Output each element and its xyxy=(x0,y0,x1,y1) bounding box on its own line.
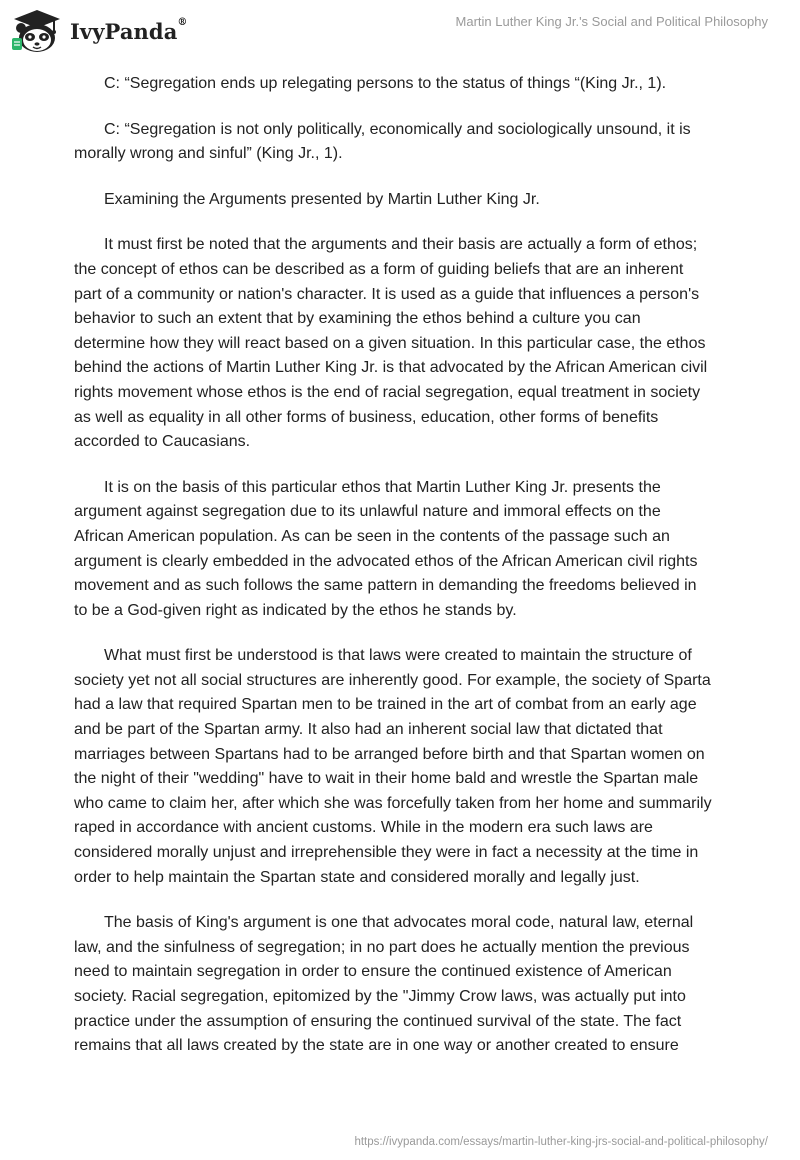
paragraph-kings-argument: The basis of King's argument is one that advocates moral code, natural law, eternal law, and the sinfulness of segregation; in no part does he actually mention the previous need to maintain segregation in order to ensure the continued existence of American society. Racial segregation, epitomized by the "Jimmy Crow laws, was actually put into practice under the assumption of ensuring the continued survival of the state. The fact remains that all laws created by the state are in one way or another created to ensure xyxy=(74,914,694,1055)
paragraph-claim-1: C: “Segregation ends up relegating persons to the status of things “(King Jr., 1). xyxy=(104,75,667,92)
document-title: Martin Luther King Jr.'s Social and Political Philosophy xyxy=(455,14,768,29)
source-url[interactable]: https://ivypanda.com/essays/martin-luther-king-jrs-social-and-political-philosophy/ xyxy=(354,1136,768,1148)
paragraph-ethos: It must first be noted that the arguments and their basis are actually a form of ethos; the concept of ethos can be described as a form of guiding beliefs that are an inherent part of a community or nation's character. It is used as a guide that influences a person's behavior to such an extent that by examining the ethos behind a culture you can determine how they will react based on a given situation. In this particular case, the ethos behind the actions of Martin Luther King Jr. is that advocated by the African American civil rights movement whose ethos is the end of racial segregation, equal treatment in society as well as equality in all other forms of business, education, other forms of benefits accorded to Caucasians. xyxy=(74,236,708,451)
registered-mark: ® xyxy=(177,16,188,28)
paragraph-basis: It is on the basis of this particular ethos that Martin Luther King Jr. presents the argument against segregation due to its unlawful nature and immoral effects on the African American population. As can be seen in the contents of the passage such an argument is clearly embedded in the advocated ethos of the African American civil rights movement and as such follows the same pattern in demanding the freedoms believed in to be a God-given right as indicated by the ethos he stands by. xyxy=(74,478,698,619)
ivypanda-logo[interactable] xyxy=(10,8,188,54)
essay-body xyxy=(74,72,714,1080)
panda-graduate-icon xyxy=(10,8,64,54)
paragraph-claim-2: C: “Segregation is not only politically, economically and sociologically unsound, it is morally wrong and sinful” (King Jr., 1). xyxy=(74,120,691,163)
page-header xyxy=(0,0,800,60)
brand-name: IvyPanda® xyxy=(70,16,188,44)
paragraph-sparta: What must first be understood is that laws were created to maintain the structure of society yet not all social structures are inherently good. For example, the society of Sparta had a law that required Spartan men to be trained in the art of combat from an early age and be part of the Spartan army. It also had an inherent social law that dictated that marriages between Spartans had to be arranged before birth and that Spartan women on the night of their "wedding" have to wait in their home bald and wrestle the Spartan male who came to claim her, after which she was forcefully taken from her home and summarily raped in accordance with ancient customs. While in the modern era such laws are considered morally unjust and irreprehensible they were in fact a necessity at the time in order to help maintain the Spartan state and considered morally and legally just. xyxy=(74,647,712,886)
section-heading: Examining the Arguments presented by Martin Luther King Jr. xyxy=(104,190,540,208)
